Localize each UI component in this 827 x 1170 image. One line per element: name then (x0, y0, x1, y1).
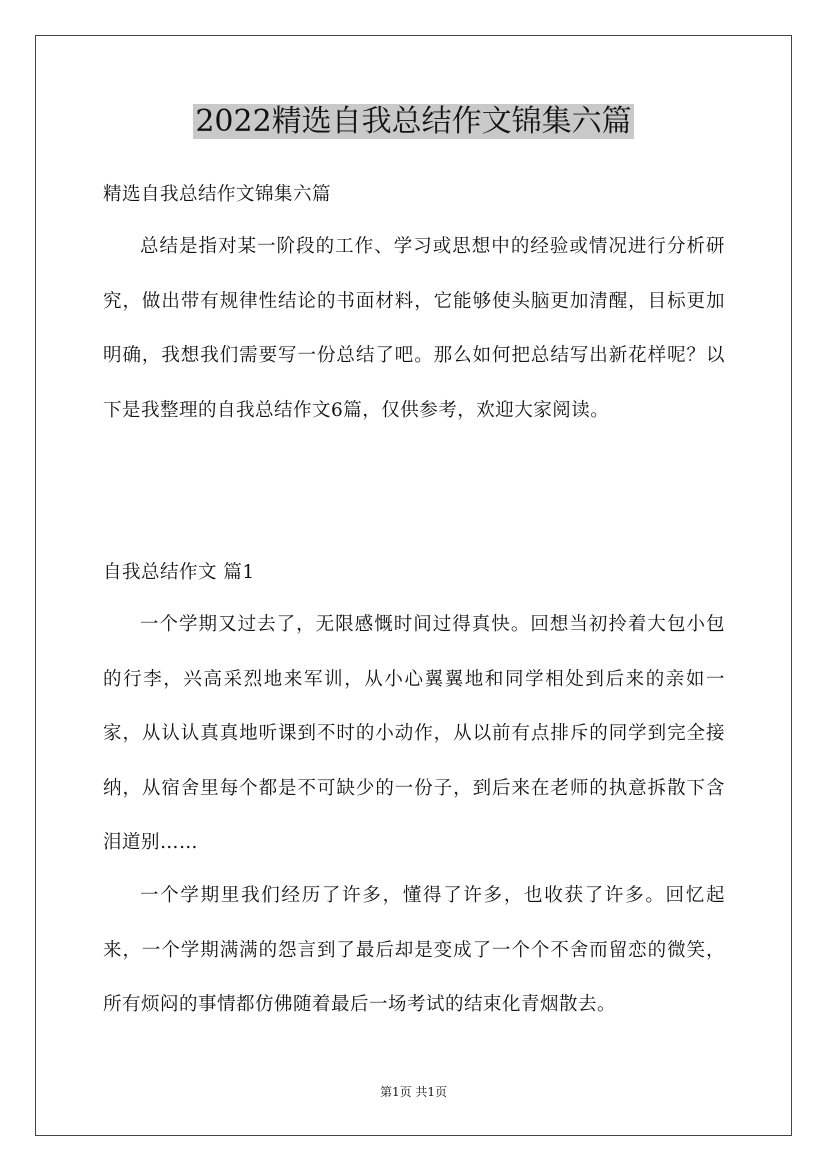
body-paragraph-1: 一个学期又过去了，无限感慨时间过得真快。回想当初拎着大包小包的行李，兴高采烈地来军训，从小心翼翼地和同学相处到后来的亲如一家，从认认真真地听课到不时的小动作，从以前有点排斥的同学到完全接纳，从宿舍里每个都是不可缺少的一份子，到后来在老师的执意拆散下含泪道别…… (103, 614, 725, 853)
document-title (0, 100, 827, 144)
section-heading: 自我总结作文 篇1 (103, 562, 255, 583)
document-subtitle: 精选自我总结作文锦集六篇 (103, 184, 332, 205)
page-footer: 第1页 共1页 (379, 1085, 448, 1099)
body-paragraph-2: 一个学期里我们经历了许多，懂得了许多，也收获了许多。回忆起来，一个学期满满的怨言到了最后却是变成了一个个不舍而留恋的微笑，所有烦闷的事情都仿佛随着最后一场考试的结束化青烟散去。 (103, 885, 725, 1015)
intro-paragraph: 总结是指对某一阶段的工作、学习或思想中的经验或情况进行分析研究，做出带有规律性结论的书面材料，它能够使头脑更加清醒，目标更加明确，我想我们需要写一份总结了吧。那么如何把总结写出新花样呢？以下是我整理的自我总结作文6篇，仅供参考，欢迎大家阅读。 (103, 236, 725, 421)
document-title-text: 2022精选自我总结作文锦集六篇 (195, 104, 632, 139)
